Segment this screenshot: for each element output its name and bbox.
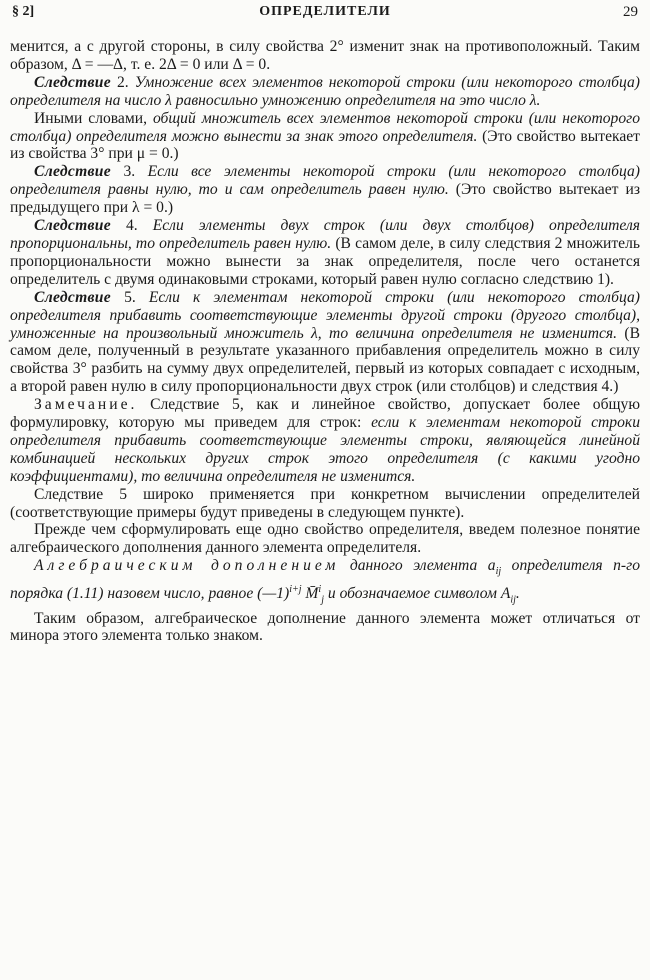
paragraph (10, 610, 640, 646)
body-text (10, 38, 640, 645)
text-run: определителя n-го порядка (1.11) назовем число, равное (—1) (10, 557, 640, 603)
page-header (12, 4, 638, 26)
corollary-label: Следствие (34, 288, 111, 306)
text-run: j (321, 594, 324, 606)
text-run: 5. (110, 288, 149, 306)
paragraph (10, 163, 640, 217)
text-run: и обозначаемое символом A (323, 585, 511, 603)
text-run: i+j (289, 584, 302, 596)
page-number: 29 (623, 4, 638, 20)
text-run: 4. (110, 217, 153, 235)
text-run: 3. (110, 163, 148, 181)
running-title: ОПРЕДЕЛИТЕЛИ (259, 4, 391, 19)
text-run: Если к элементам некоторой строки (или некоторого столбца) определителя прибавить соответствующие элементы другой строки (другого столбца), умноженные на произвольный множитель λ, то величина определителя не изменится. (10, 288, 640, 342)
spaced-term: Алгебраическим дополнением (34, 557, 340, 575)
paragraph (10, 521, 640, 557)
text-run: . (515, 585, 520, 603)
text-run: Иными словами, (34, 109, 153, 127)
text-run: 2. (110, 73, 135, 91)
text-run: i (318, 584, 322, 596)
paragraph (10, 38, 640, 74)
paragraph (10, 486, 640, 522)
corollary-label: Следствие (34, 217, 111, 235)
text-run: Прежде чем сформулировать еще одно свойство определителя, введем полезное понятие алгебраического дополнения данного элемента определителя. (10, 521, 640, 557)
text-run: Если элементы двух строк (или двух столбцов) определителя пропорциональны, то определитель равен нулю. (10, 217, 640, 252)
text-run: Таким образом, алгебраическое дополнение данного элемента может отличаться от минора этого элемента только знаком. (10, 609, 640, 645)
text-run: Следствие 5, как и линейное свойство, допускает более общую формулировку, которую мы приведем для строк: (10, 396, 640, 432)
spaced-term: Замечание. (34, 396, 138, 414)
text-run: Если все элементы некоторой строки (или некоторого столбца) определителя равны нулю, то и сам определитель равен нулю. (10, 163, 640, 199)
text-run: Умножение всех элементов некоторой строки (или некоторого столбца) определителя на число λ равносильно умножению определителя на это число λ. (10, 73, 640, 109)
text-run: менится, а с другой стороны, в силу свойства 2° изменит знак на противоположный. Таким образом, Δ = —Δ, т. е. 2Δ = 0 или Δ = 0. (10, 38, 640, 73)
paragraph (10, 557, 640, 609)
text-run: если к элементам некоторой строки определителя прибавить соответствующие элементы строки, являющейся линейной комбинацией нескольких других строк этого определителя (с какими угодно коэффициентами), то величина определителя не изменится. (10, 414, 640, 485)
section-marker: § 2] (12, 4, 35, 19)
text-run: данного элемента a (339, 557, 496, 575)
paragraph (10, 217, 640, 289)
corollary-label: Следствие (34, 73, 111, 91)
text-run: ij (510, 594, 516, 606)
text-run: (Это свойство вытекает из свойства 3° при μ = 0.) (10, 127, 640, 163)
text-run: M̄ (301, 585, 319, 603)
text-run: ij (495, 566, 502, 578)
paragraph (10, 74, 640, 110)
paragraph (10, 396, 640, 486)
text-run: (В самом деле, в силу следствия 2 множитель пропорциональности можно вынести за знак определителя, после чего останется определитель с двумя одинаковыми строками, который равен нулю согласно следствию 1). (10, 234, 640, 288)
corollary-label: Следствие (34, 163, 111, 181)
paragraph (10, 110, 640, 164)
text-run: общий множитель всех элементов некоторой строки (или некоторого столбца) определителя можно вынести за знак этого определителя. (10, 109, 640, 145)
text-run: (В самом деле, полученный в результате указанного прибавления определитель можно в силу свойства 3° разбить на сумму двух определителей, первый из которых совпадает с исходным, а второй равен нулю в силу пропорциональности двух строк (или столбцов) и следствия 4.) (10, 324, 640, 396)
text-run: (Это свойство вытекает из предыдущего при λ = 0.) (10, 181, 640, 217)
text-run: Следствие 5 широко применяется при конкретном вычислении определителей (соответствующие примеры будут приведены в следующем пункте). (10, 485, 640, 521)
paragraph (10, 289, 640, 396)
